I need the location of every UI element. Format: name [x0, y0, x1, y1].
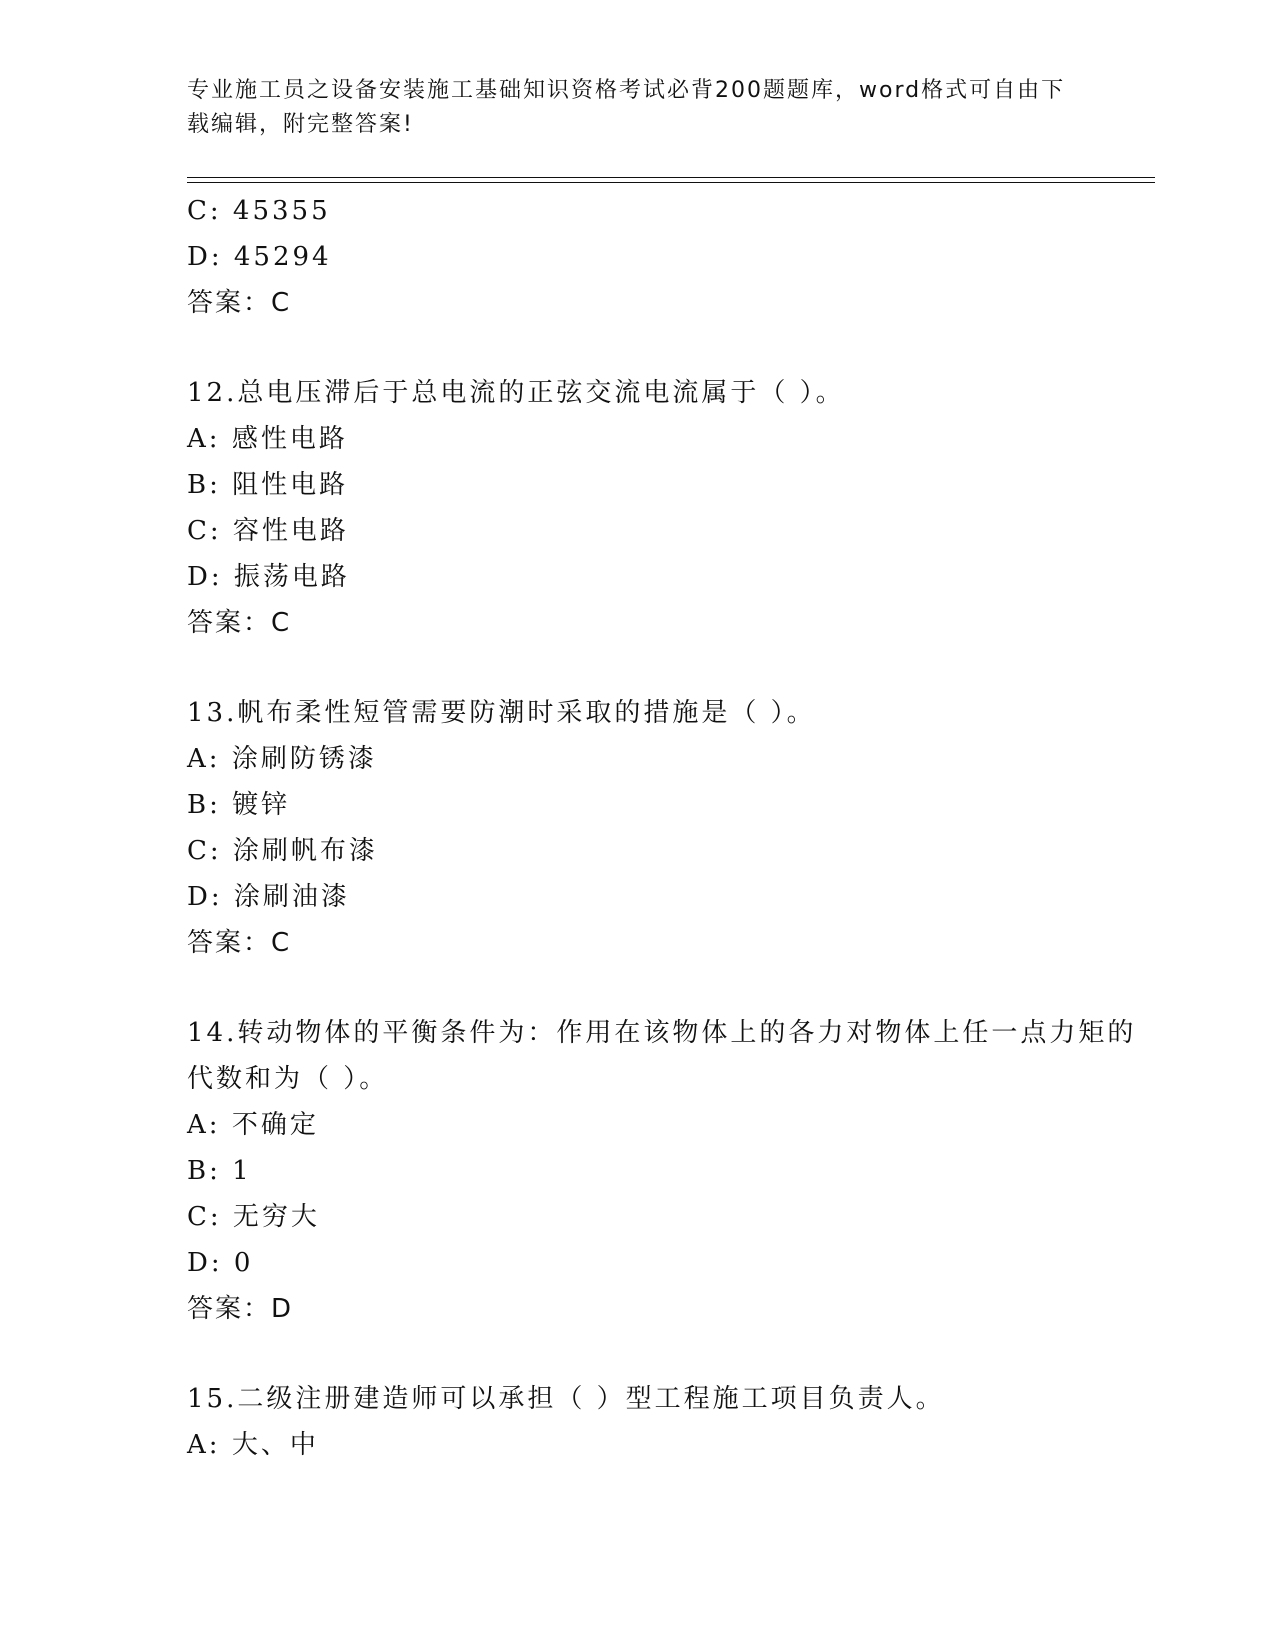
header-rule-top	[187, 177, 1155, 178]
answer-line: 答案：C	[187, 288, 292, 318]
option-c: C: 无穷大	[187, 1202, 320, 1232]
option-b: B: 阻性电路	[187, 470, 349, 500]
question-stem: 13.帆布柔性短管需要防潮时采取的措施是（ ）。	[187, 698, 816, 728]
header-rule-bottom	[187, 182, 1155, 183]
option-d: D: 涂刷油漆	[187, 882, 350, 912]
option-a: A: 大、中	[187, 1430, 319, 1460]
option-d: D: 0	[187, 1248, 254, 1278]
answer-line: 答案：D	[187, 1294, 294, 1324]
option-a: A: 不确定	[187, 1110, 319, 1140]
option-d: D: 45294	[187, 242, 332, 272]
question-stem: 14.转动物体的平衡条件为：作用在该物体上的各力对物体上任一点力矩的代数和为（ ）。	[187, 1018, 1137, 1094]
question-stem: 15.二级注册建造师可以承担（ ）型工程施工项目负责人。	[187, 1384, 945, 1414]
option-c: C: 45355	[187, 196, 331, 226]
question-stem: 12.总电压滞后于总电流的正弦交流电流属于（ ）。	[187, 378, 845, 408]
answer-line: 答案：C	[187, 928, 292, 958]
answer-line: 答案：C	[187, 608, 292, 638]
option-b: B: 1	[187, 1156, 252, 1186]
option-a: A: 感性电路	[187, 424, 348, 454]
option-a: A: 涂刷防锈漆	[187, 744, 377, 774]
question-list	[187, 188, 1147, 1468]
option-b: B: 镀锌	[187, 790, 291, 820]
document-header: 专业施工员之设备安装施工基础知识资格考试必背200题题库，word格式可自由下载编辑，附完整答案!	[187, 78, 1066, 137]
option-c: C: 涂刷帆布漆	[187, 836, 378, 866]
option-c: C: 容性电路	[187, 516, 349, 546]
option-d: D: 振荡电路	[187, 562, 350, 592]
